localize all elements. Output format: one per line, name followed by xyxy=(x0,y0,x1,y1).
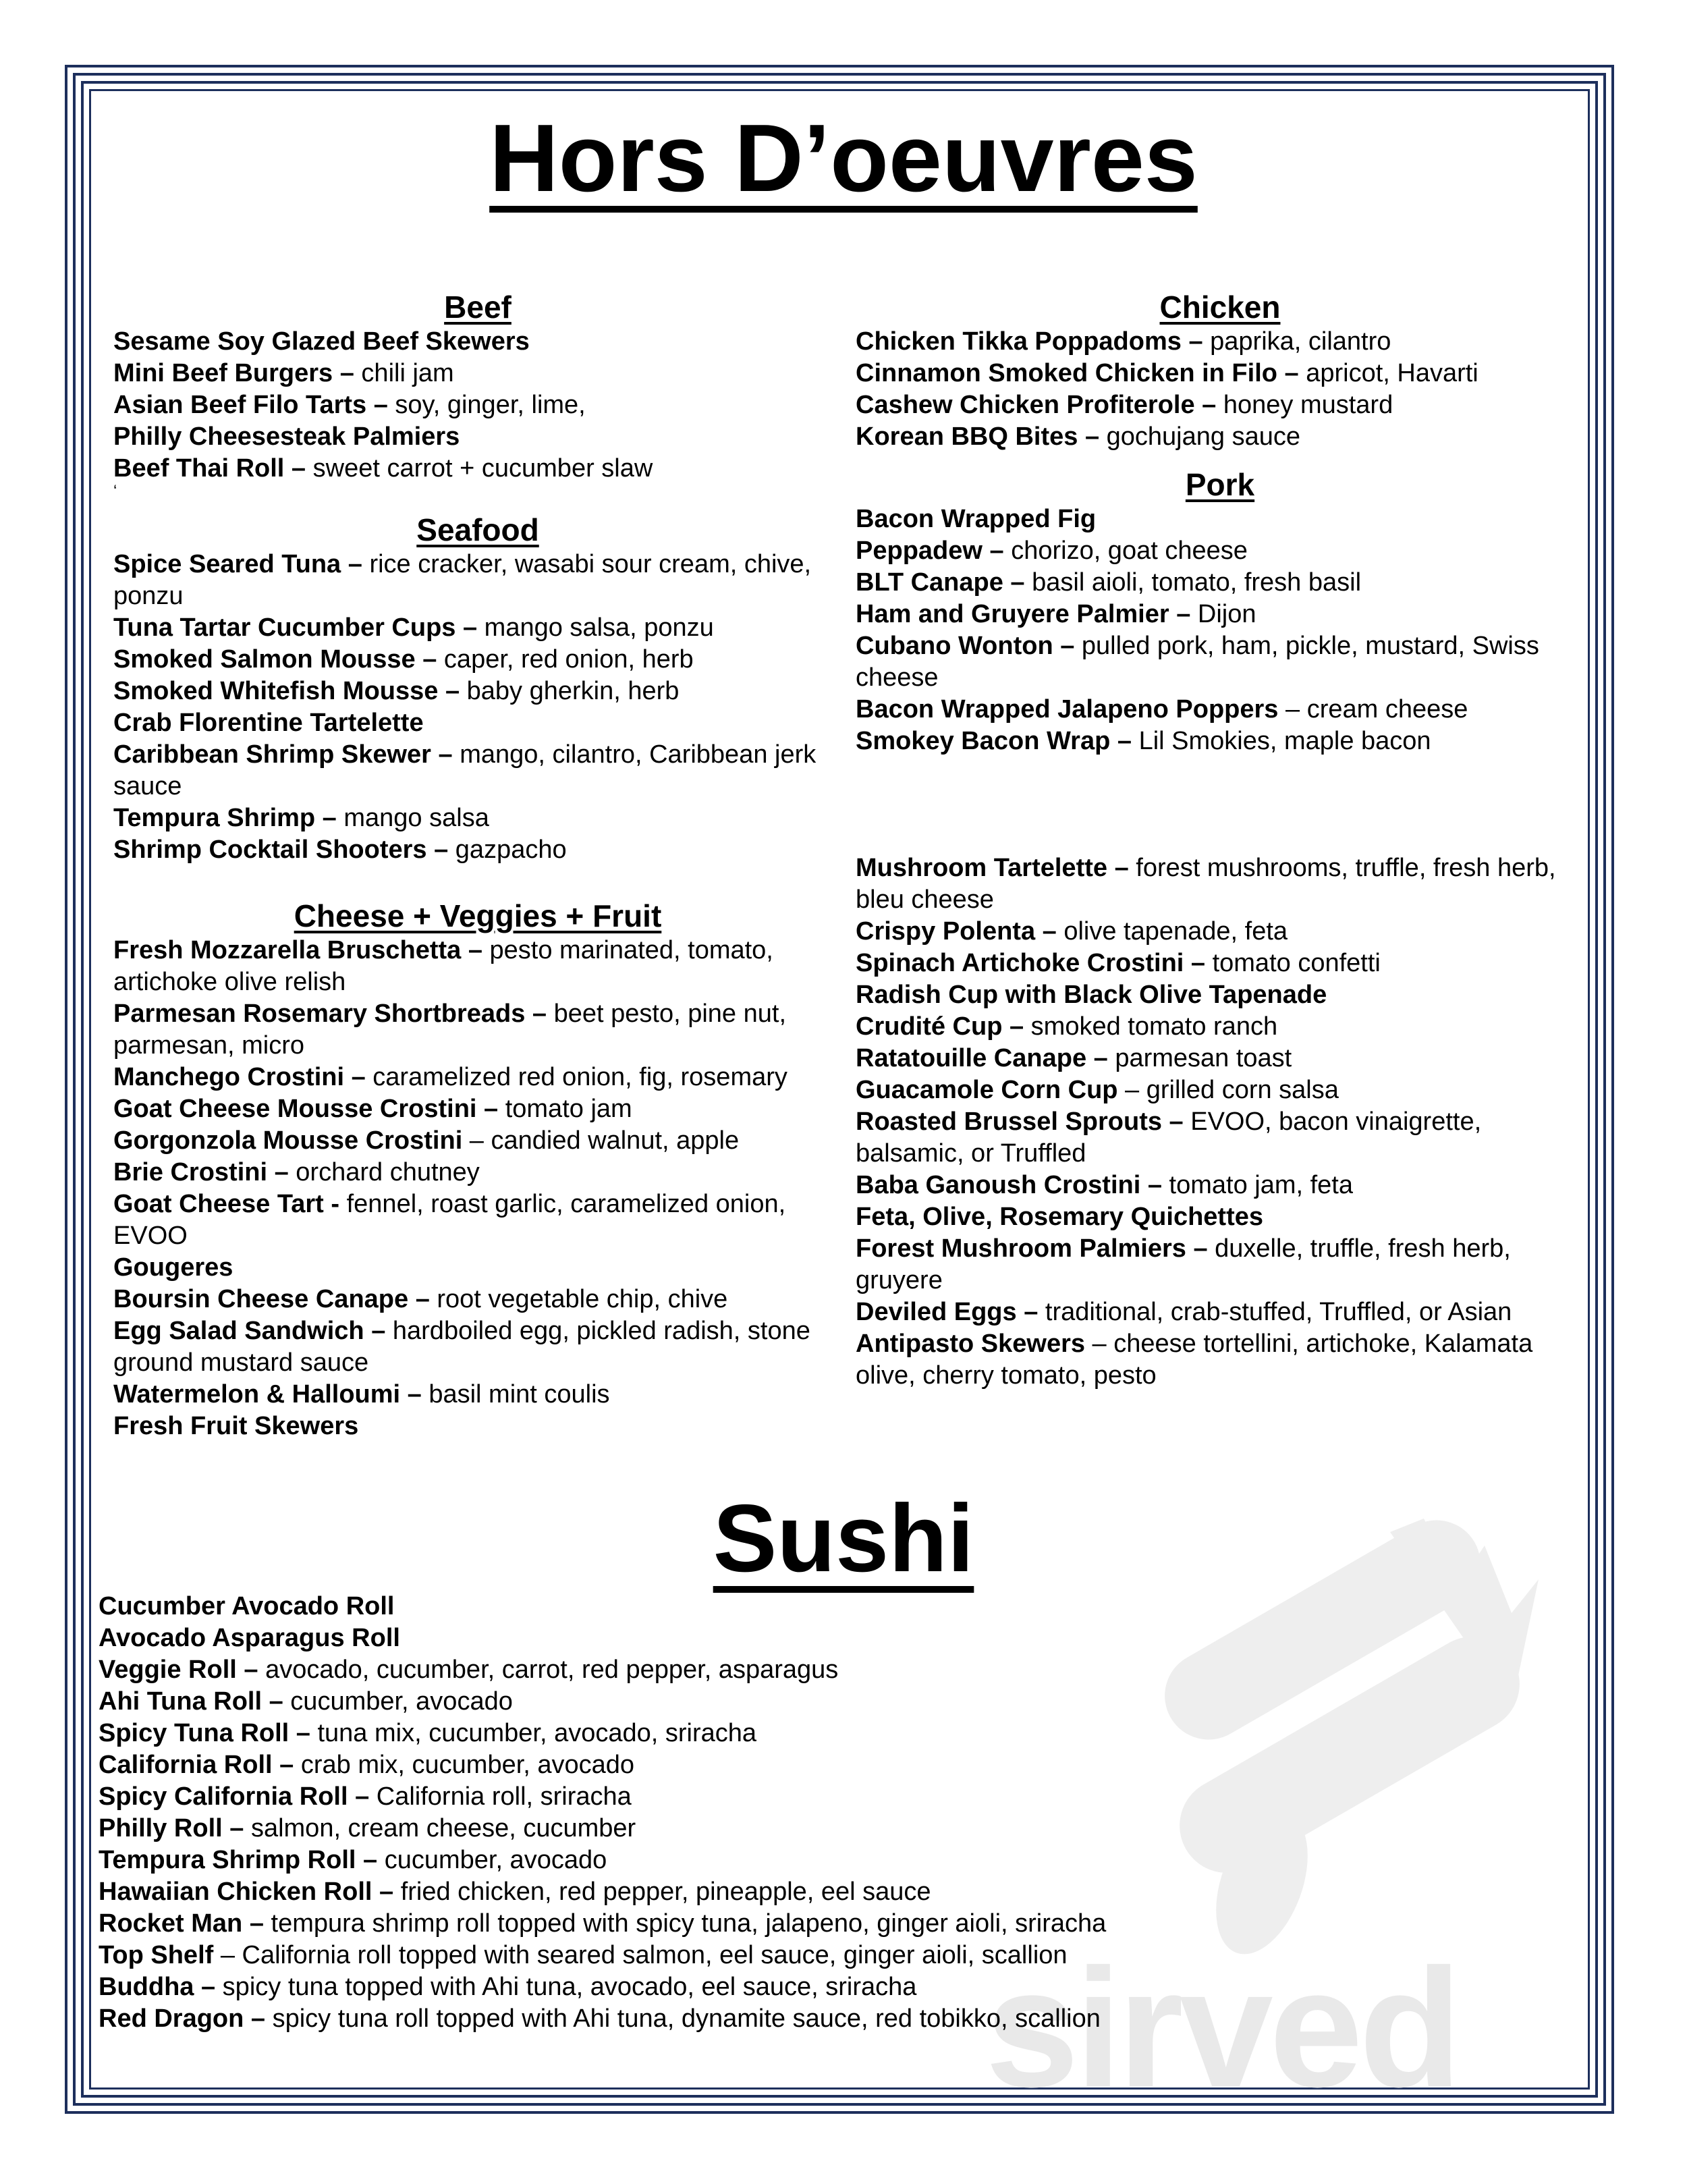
menu-item xyxy=(113,676,842,707)
menu-item xyxy=(113,1093,842,1125)
menu-item-name: Sesame Soy Glazed Beef Skewers xyxy=(113,327,530,356)
section-heading-chicken: Chicken xyxy=(1159,290,1281,325)
menu-item-description: root vegetable chip, chive xyxy=(429,1285,728,1313)
menu-item-description: spicy tuna topped with Ahi tuna, avocado, eel sauce, sriracha xyxy=(215,1973,917,2001)
menu-item-name: Ham and Gruyere Palmier – xyxy=(856,600,1191,628)
menu-item xyxy=(856,916,1584,948)
menu-item-name: Top Shelf xyxy=(99,1941,214,1969)
menu-item-name: Radish Cup with Black Olive Tapenade xyxy=(856,981,1327,1009)
left-column xyxy=(113,289,842,1442)
menu-item-name: Egg Salad Sandwich – xyxy=(113,1317,386,1345)
menu-item xyxy=(99,1971,1381,2003)
menu-item xyxy=(99,1781,1381,1813)
menu-item-description: soy, ginger, lime, xyxy=(387,391,586,419)
menu-item-description: orchard chutney xyxy=(288,1158,480,1186)
menu-item xyxy=(856,979,1584,1011)
menu-item-description: – California roll topped with seared salmon, eel sauce, ginger aioli, scallion xyxy=(213,1941,1068,1969)
menu-item-description: pesto marinated, tomato, artichoke olive relish xyxy=(113,936,773,996)
menu-item-name: Spicy Tuna Roll – xyxy=(99,1719,310,1747)
menu-item-name: Tuna Tartar Cucumber Cups – xyxy=(113,613,478,642)
menu-item xyxy=(113,802,842,834)
menu-item-name: Mushroom Tartelette – xyxy=(856,854,1129,882)
menu-item-name: Goat Cheese Tart - xyxy=(113,1190,340,1218)
menu-item-description: avocado, cucumber, carrot, red pepper, asparagus xyxy=(258,1656,839,1684)
menu-item-name: Smokey Bacon Wrap – xyxy=(856,727,1132,755)
menu-item xyxy=(99,1908,1381,1940)
menu-item xyxy=(99,2003,1381,2035)
menu-item-description: tomato jam xyxy=(498,1095,632,1123)
menu-item xyxy=(856,1170,1584,1201)
menu-item-name: Red Dragon – xyxy=(99,2004,266,2033)
menu-item xyxy=(113,389,842,421)
menu-item xyxy=(856,1201,1584,1233)
menu-item-name: Feta, Olive, Rosemary Quichettes xyxy=(856,1203,1264,1231)
menu-item-name: Boursin Cheese Canape – xyxy=(113,1285,430,1313)
menu-item-name: BLT Canape – xyxy=(856,568,1025,597)
menu-item xyxy=(856,599,1584,630)
menu-item-name: Smoked Salmon Mousse – xyxy=(113,645,437,674)
menu-item-name: Ratatouille Canape – xyxy=(856,1044,1108,1072)
menu-item xyxy=(113,1157,842,1189)
menu-item-description: duxelle, truffle, fresh herb, gruyere xyxy=(856,1234,1511,1294)
menu-item-description: Lil Smokies, maple bacon xyxy=(1132,727,1431,755)
menu-item-name: Parmesan Rosemary Shortbreads – xyxy=(113,1000,547,1028)
menu-item xyxy=(856,948,1584,979)
menu-item-name: Beef Thai Roll – xyxy=(113,454,306,483)
menu-item xyxy=(856,852,1584,916)
menu-item-name: Spice Seared Tuna – xyxy=(113,550,362,578)
menu-item-description: parmesan toast xyxy=(1107,1044,1292,1072)
menu-item-name: Tempura Shrimp Roll – xyxy=(99,1846,378,1874)
menu-item-name: Deviled Eggs – xyxy=(856,1298,1039,1326)
sushi-list xyxy=(99,1591,1381,2035)
menu-item-name: Spicy California Roll – xyxy=(99,1782,370,1811)
menu-item xyxy=(113,1252,842,1284)
menu-item xyxy=(856,694,1584,726)
menu-item-description: honey mustard xyxy=(1216,391,1393,419)
menu-item xyxy=(856,358,1584,389)
menu-item-name: Asian Beef Filo Tarts – xyxy=(113,391,388,419)
menu-item xyxy=(113,549,842,612)
menu-item-name: Cucumber Avocado Roll xyxy=(99,1592,395,1620)
menu-item-description: smoked tomato ranch xyxy=(1024,1012,1278,1041)
menu-item-description: gochujang sauce xyxy=(1099,422,1300,451)
menu-item-description: tempura shrimp roll topped with spicy tuna, jalapeno, ginger aioli, sriracha xyxy=(263,1909,1107,1938)
menu-item-name: Brie Crostini – xyxy=(113,1158,289,1186)
menu-item-name: Korean BBQ Bites – xyxy=(856,422,1100,451)
section-heading-cheese: Cheese + Veggies + Fruit xyxy=(294,898,662,933)
menu-item-name: Spinach Artichoke Crostini – xyxy=(856,949,1206,977)
menu-item xyxy=(113,935,842,998)
menu-item-name: Forest Mushroom Palmiers – xyxy=(856,1234,1208,1263)
menu-item-description: forest mushrooms, truffle, fresh herb, bleu cheese xyxy=(856,854,1556,914)
menu-item-name: Peppadew – xyxy=(856,537,1004,565)
menu-item-name: Caribbean Shrimp Skewer – xyxy=(113,740,453,769)
menu-item xyxy=(856,630,1584,694)
sushi-title: Sushi xyxy=(713,1485,974,1592)
menu-item-name: Cubano Wonton – xyxy=(856,632,1075,660)
menu-item-description: EVOO, bacon vinaigrette, balsamic, or Truffled xyxy=(856,1108,1482,1168)
menu-item xyxy=(113,326,842,358)
menu-item xyxy=(99,1591,1381,1622)
menu-item-name: Avocado Asparagus Roll xyxy=(99,1624,400,1652)
menu-item-description: basil aioli, tomato, fresh basil xyxy=(1024,568,1362,597)
menu-item-description: cucumber, avocado xyxy=(283,1687,513,1716)
menu-item xyxy=(856,389,1584,421)
menu-item-description: mango salsa xyxy=(336,804,489,832)
menu-item-name: Fresh Fruit Skewers xyxy=(113,1412,359,1440)
menu-item-name: Mini Beef Burgers – xyxy=(113,359,354,387)
menu-item-name: Baba Ganoush Crostini – xyxy=(856,1171,1162,1199)
menu-item-description: sweet carrot + cucumber slaw xyxy=(306,454,653,483)
menu-item-description: olive tapenade, feta xyxy=(1056,917,1288,946)
menu-item-description: basil mint coulis xyxy=(421,1380,610,1409)
menu-item-description: – cheese tortellini, artichoke, Kalamata olive, cherry tomato, pesto xyxy=(856,1330,1533,1390)
menu-item xyxy=(113,612,842,644)
menu-item xyxy=(113,1411,842,1442)
menu-item-name: Ahi Tuna Roll – xyxy=(99,1687,283,1716)
menu-item xyxy=(99,1813,1381,1845)
menu-item xyxy=(113,453,842,485)
menu-item-description: spicy tuna roll topped with Ahi tuna, dynamite sauce, red tobikko, scallion xyxy=(265,2004,1101,2033)
menu-item xyxy=(113,1189,842,1252)
menu-item-name: Crudité Cup – xyxy=(856,1012,1024,1041)
menu-item-description: caper, red onion, herb xyxy=(437,645,694,674)
section-heading-seafood: Seafood xyxy=(416,512,539,547)
menu-item xyxy=(113,358,842,389)
menu-item xyxy=(856,1043,1584,1074)
menu-item xyxy=(113,998,842,1062)
menu-item xyxy=(113,834,842,866)
menu-item-name: Gougeres xyxy=(113,1253,233,1282)
menu-item-name: Buddha – xyxy=(99,1973,216,2001)
section-heading-pork: Pork xyxy=(1185,467,1255,502)
menu-item-name: Bacon Wrapped Jalapeno Poppers xyxy=(856,695,1279,724)
menu-item-name: Rocket Man – xyxy=(99,1909,264,1938)
menu-item xyxy=(856,567,1584,599)
menu-item-name: Cashew Chicken Profiterole – xyxy=(856,391,1217,419)
page-title: Hors D’oeuvres xyxy=(489,105,1198,212)
menu-item-description: hardboiled egg, pickled radish, stone ground mustard sauce xyxy=(113,1317,810,1377)
menu-item-name: Roasted Brussel Sprouts – xyxy=(856,1108,1184,1136)
menu-item xyxy=(99,1749,1381,1781)
menu-item-name: Philly Cheesesteak Palmiers xyxy=(113,422,460,451)
menu-item xyxy=(856,503,1584,535)
menu-item xyxy=(113,644,842,676)
menu-item-description: salmon, cream cheese, cucumber xyxy=(244,1814,636,1842)
menu-item-name: Veggie Roll – xyxy=(99,1656,258,1684)
menu-item xyxy=(113,1125,842,1157)
menu-item xyxy=(113,1284,842,1315)
menu-item-description: crab mix, cucumber, avocado xyxy=(294,1751,635,1779)
menu-item-name: Tempura Shrimp – xyxy=(113,804,337,832)
menu-item xyxy=(856,1296,1584,1328)
menu-item xyxy=(113,1315,842,1379)
menu-item xyxy=(856,535,1584,567)
menu-item xyxy=(99,1686,1381,1718)
menu-item xyxy=(113,421,842,453)
menu-item-description: pulled pork, ham, pickle, mustard, Swiss cheese xyxy=(856,632,1539,692)
menu-item-description: gazpacho xyxy=(448,836,567,864)
menu-item-description: California roll, sriracha xyxy=(369,1782,632,1811)
chicken-list xyxy=(856,326,1584,453)
menu-item-description: tomato confetti xyxy=(1205,949,1381,977)
menu-item xyxy=(856,1328,1584,1392)
pork-list xyxy=(856,503,1584,757)
menu-item xyxy=(856,1074,1584,1106)
seafood-list xyxy=(113,549,842,866)
menu-item-name: Hawaiian Chicken Roll – xyxy=(99,1878,394,1906)
menu-item-description: chili jam xyxy=(354,359,454,387)
menu-item xyxy=(856,421,1584,453)
menu-item-name: Shrimp Cocktail Shooters – xyxy=(113,836,449,864)
menu-item xyxy=(99,1718,1381,1749)
menu-item-description: traditional, crab-stuffed, Truffled, or Asian xyxy=(1038,1298,1512,1326)
menu-item-description: paprika, cilantro xyxy=(1202,327,1391,356)
menu-item-description: mango, cilantro, Caribbean jerk sauce xyxy=(113,740,817,800)
menu-item-description: beet pesto, pine nut, parmesan, micro xyxy=(113,1000,787,1060)
menu-item-name: Watermelon & Halloumi – xyxy=(113,1380,422,1409)
beef-list xyxy=(113,326,842,485)
menu-item xyxy=(99,1622,1381,1654)
menu-item-name: Philly Roll – xyxy=(99,1814,244,1842)
menu-item-name: Crab Florentine Tartelette xyxy=(113,709,424,737)
stray-mark: ‘ xyxy=(113,482,117,500)
menu-item-description: chorizo, goat cheese xyxy=(1003,537,1248,565)
menu-item-name: Crispy Polenta – xyxy=(856,917,1057,946)
menu-item-name: Bacon Wrapped Fig xyxy=(856,505,1097,533)
menu-item xyxy=(113,707,842,739)
menu-item-name: Smoked Whitefish Mousse – xyxy=(113,677,460,705)
menu-item-description: fennel, roast garlic, caramelized onion, EVOO xyxy=(113,1190,786,1250)
menu-item-name: Antipasto Skewers xyxy=(856,1330,1085,1358)
menu-item xyxy=(99,1845,1381,1876)
menu-item-description: Dijon xyxy=(1190,600,1256,628)
menu-item-description: tuna mix, cucumber, avocado, sriracha xyxy=(310,1719,757,1747)
menu-item-description: tomato jam, feta xyxy=(1161,1171,1353,1199)
menu-item-description: mango salsa, ponzu xyxy=(477,613,714,642)
menu-item xyxy=(856,726,1584,757)
menu-item xyxy=(99,1940,1381,1971)
menu-item-name: Goat Cheese Mousse Crostini – xyxy=(113,1095,499,1123)
menu-item-name: Manchego Crostini – xyxy=(113,1063,366,1091)
menu-item-name: Gorgonzola Mousse Crostini xyxy=(113,1126,463,1155)
watermark-text: sirved xyxy=(985,1934,1458,2122)
menu-item-name: Fresh Mozzarella Bruschetta – xyxy=(113,936,482,964)
menu-item xyxy=(99,1654,1381,1686)
veggie-list xyxy=(856,852,1584,1392)
menu-item xyxy=(856,1106,1584,1170)
menu-item-description: – candied walnut, apple xyxy=(462,1126,740,1155)
menu-item-name: Chicken Tikka Poppadoms – xyxy=(856,327,1203,356)
section-heading-beef: Beef xyxy=(444,290,511,325)
menu-item-description: caramelized red onion, fig, rosemary xyxy=(365,1063,787,1091)
menu-item-description: rice cracker, wasabi sour cream, chive, ponzu xyxy=(113,550,812,610)
menu-item xyxy=(113,1379,842,1411)
menu-item-name: California Roll – xyxy=(99,1751,294,1779)
menu-item xyxy=(856,326,1584,358)
menu-item-name: Cinnamon Smoked Chicken in Filo – xyxy=(856,359,1299,387)
menu-item-description: cucumber, avocado xyxy=(377,1846,607,1874)
right-column xyxy=(856,289,1584,1392)
menu-item-name: Guacamole Corn Cup xyxy=(856,1076,1118,1104)
menu-item xyxy=(113,739,842,802)
menu-item-description: apricot, Havarti xyxy=(1298,359,1478,387)
menu-item xyxy=(113,1062,842,1093)
menu-item-description: – cream cheese xyxy=(1278,695,1468,724)
menu-item-description: fried chicken, red pepper, pineapple, eel sauce xyxy=(393,1878,931,1906)
menu-item xyxy=(99,1876,1381,1908)
menu-item-description: – grilled corn salsa xyxy=(1117,1076,1339,1104)
menu-item-description: baby gherkin, herb xyxy=(460,677,680,705)
cheese-list xyxy=(113,935,842,1442)
menu-item xyxy=(856,1011,1584,1043)
menu-item xyxy=(856,1233,1584,1296)
